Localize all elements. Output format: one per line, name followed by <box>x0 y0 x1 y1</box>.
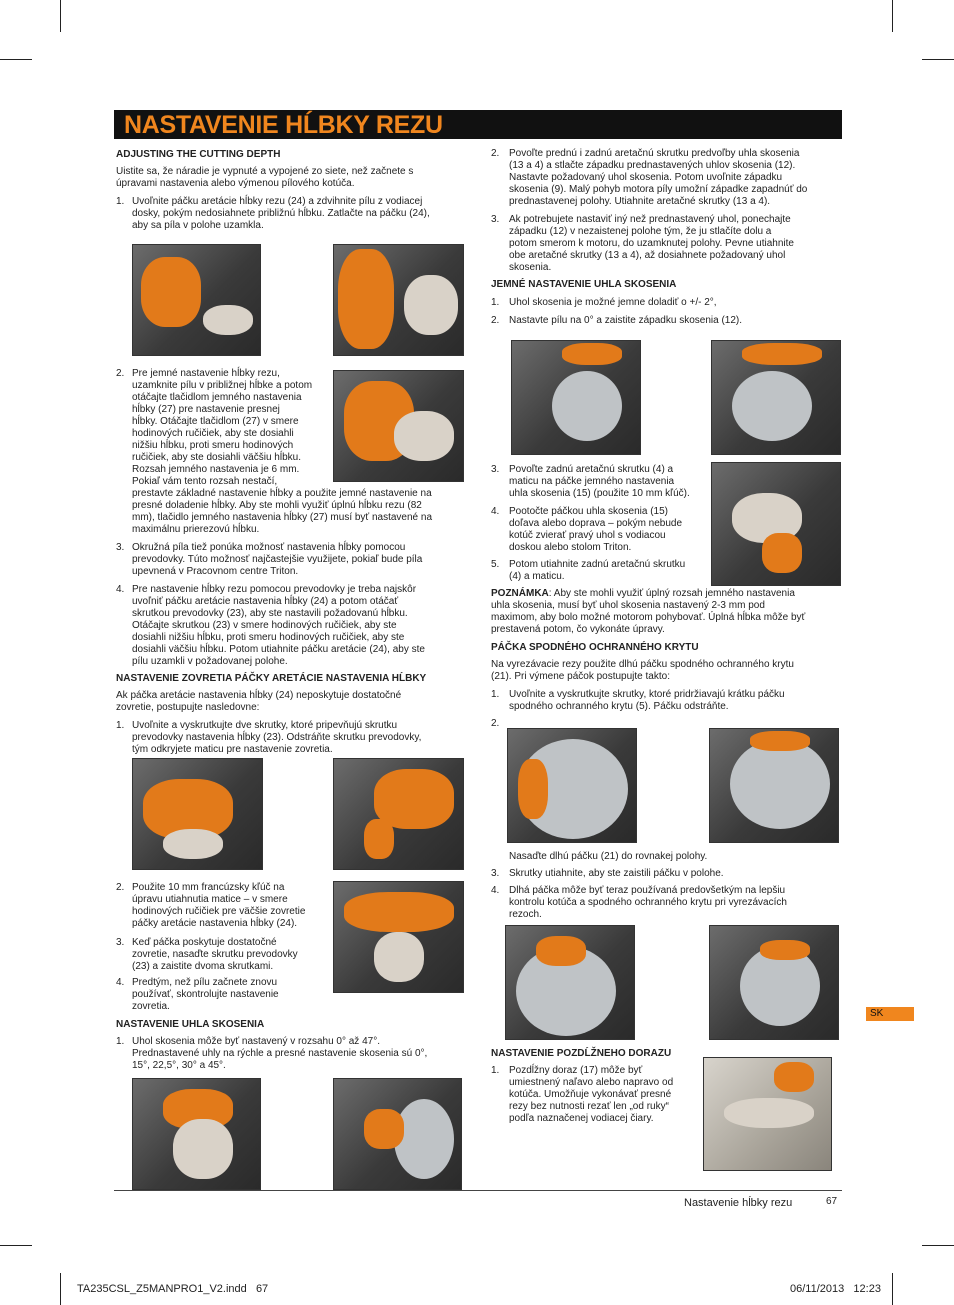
heading-cutting-depth: ADJUSTING THE CUTTING DEPTH <box>116 149 281 160</box>
text-line: mm), tlačidlo jemného nastavenia hĺbky (27) musí byť nastavené na <box>132 512 433 523</box>
step-number: 2. <box>491 718 500 729</box>
step-text <box>509 506 682 554</box>
step-number: 1. <box>116 196 125 207</box>
photo-bevel-knob <box>132 1078 261 1190</box>
heading-guard-lever: PÁČKA SPODNÉHO OCHRANNÉHO KRYTU <box>491 642 699 653</box>
text-line: obe aretačné skrutky (13 a 4), až dosiahnete požadovaný uhol <box>509 250 786 261</box>
text-line: Skrutky utiahnite, aby ste zaistili páčku v polohe. <box>509 868 724 879</box>
text-line: Ak potrebujete nastaviť iný než prednastavený uhol, ponechajte <box>509 214 791 225</box>
step-number: 3. <box>491 464 500 475</box>
step-number: 3. <box>491 868 500 879</box>
intro-line: úpravami nastavenia alebo výmenou pílového kotúča. <box>116 178 355 189</box>
text-line: aby sa píla v polohe uzamkla. <box>132 220 264 231</box>
text-line: pílu uzamkli v požadovanej polohe. <box>132 656 288 667</box>
text-line: hodinových ručičiek, aby ste dosiahli <box>132 428 294 439</box>
photo-gear-screw-removed <box>333 758 464 870</box>
step-number: 2. <box>491 315 500 326</box>
print-slug-date: 06/11/2013 12:23 <box>790 1283 881 1295</box>
footer-section-title: Nastavenie hĺbky rezu <box>684 1197 793 1209</box>
step-text <box>509 868 724 880</box>
text-line: Uhol skosenia môže byť nastavený v rozsahu 0° až 47°. <box>132 1036 380 1047</box>
text-line: dosiahli väčšiu hĺbku. Potom utiahnite páčku aretácie (24), aby ste <box>132 644 425 655</box>
text-line: úpravu utiahnutia matice – v smere <box>132 894 288 905</box>
title-bar <box>114 110 842 139</box>
step-number: 4. <box>491 885 500 896</box>
text-line: uzamknite pílu v približnej hĺbke a potom <box>132 380 313 391</box>
text-line: upevnená v Pracovnom centre Triton. <box>132 566 299 577</box>
text-line: Nastavte pílu na 0° a zaistite západku skosenia (12). <box>509 315 743 326</box>
step-text <box>132 584 425 668</box>
crop-mark <box>0 59 32 60</box>
intro-lever-grip <box>116 690 476 714</box>
text-line: skrutkou prevodovky (23), aby ste nastavili požadovanú hĺbku. <box>132 608 408 619</box>
text-line: Uvoľnite a vyskrutkujte skrutky, ktoré pridržiavajú krátku páčku <box>509 689 785 700</box>
step-text <box>132 977 279 1013</box>
photo-plunge-cut-hand <box>505 925 635 1040</box>
crop-mark <box>922 59 954 60</box>
text-line: maximálnu prierezovú hĺbku. <box>132 524 260 535</box>
photo-fine-depth-knob <box>333 370 464 482</box>
text-line: tým odkryjete maticu pre nastavenie zovretia. <box>132 744 333 755</box>
step-text <box>509 214 794 274</box>
photo-square-check <box>711 462 841 586</box>
text-line: používať, skontrolujte nastavenie <box>132 989 279 1000</box>
step-number: 4. <box>116 977 125 988</box>
photo-lever-closeup <box>333 244 464 356</box>
text-line: Povoľte zadnú aretačnú skrutku (4) a <box>509 464 674 475</box>
text-line: spodného ochranného krytu (5). Páčku odstráňte. <box>509 701 729 712</box>
text-line: hĺbky (27) pre nastavenie presnej <box>132 404 280 415</box>
step-number: 3. <box>116 937 125 948</box>
step-number: 5. <box>491 559 500 570</box>
text-line: nižšiu hĺbku, proti smeru hodinových <box>132 440 294 451</box>
step-text <box>509 1065 673 1125</box>
step-number: 2. <box>116 882 125 893</box>
step-text <box>509 297 717 309</box>
step-text <box>132 1036 427 1072</box>
text-line: prestavená potom, čo vykonáte úpravy. <box>491 624 665 635</box>
step-text <box>132 196 430 232</box>
text-line: doskou alebo stolom Triton. <box>509 542 632 553</box>
text-line: Ak páčka aretácie nastavenia hĺbky (24) neposkytuje dostatočné <box>116 690 402 701</box>
step-text <box>132 720 421 756</box>
crop-mark <box>60 1273 61 1305</box>
page-title: NASTAVENIE HĹBKY REZU <box>124 111 443 139</box>
text-line: prevodovky nastavenia hĺbky (23). Odstráňte skrutku prevodovky, <box>132 732 422 743</box>
text-line: uhla skosenia, musí byť uhol skosenia nastavený 2-3 mm pod <box>491 600 765 611</box>
step-text <box>132 937 298 973</box>
intro-line: Uistite sa, že náradie je vypnuté a vypojené zo siete, než začnete s <box>116 166 414 177</box>
text-line: Otáčajte skrutkou (23) v smere hodinových ručičiek, aby ste <box>132 620 397 631</box>
text-line: prevodovky. Túto možnosť najčastejšie využijete, pokiaľ bude píla <box>132 554 423 565</box>
step-number: 3. <box>116 542 125 553</box>
text-line: Použite 10 mm francúzsky kľúč na <box>132 882 285 893</box>
text-line: hodinových ručičiek pre väčšie zovretie <box>132 906 306 917</box>
step-text <box>132 882 305 930</box>
text-line: prestavte základné nastavenie hĺbky a použite jemné nastavenie na <box>132 488 432 499</box>
text-line: umiestnený naľavo alebo napravo od <box>509 1077 674 1088</box>
page-number: 67 <box>826 1196 838 1207</box>
text-line: Povoľte prednú i zadnú aretačnú skrutku predvoľby uhla skosenia <box>509 148 800 159</box>
text-line: potom smerom k motoru, do uzamknutej polohy. Pevne utiahnite <box>509 238 794 249</box>
text-line: Keď páčka poskytuje dostatočné <box>132 937 277 948</box>
text-line: Pozdĺžny doraz (17) môže byť <box>509 1065 643 1076</box>
text-line: Pootočte páčkou uhla skosenia (15) <box>509 506 668 517</box>
text-line: Pre nastavenie hĺbky rezu pomocou prevodovky je treba najskôr <box>132 584 417 595</box>
text-line: ručičiek, aby ste dosiahli väčšiu hĺbku. <box>132 452 301 463</box>
photo-depth-lever <box>132 244 261 356</box>
photo-bevel-scale <box>333 1078 462 1190</box>
text-line: Prednastavené uhly na rýchle a presné nastavenie skosenia sú 0°, <box>132 1048 428 1059</box>
text-line: dosky, pokým nedosiahnete približnú hĺbku. Zatlačte na páčku (24), <box>132 208 430 219</box>
photo-guard-long-lever <box>709 728 839 843</box>
step-number: 1. <box>491 1065 500 1076</box>
text-line: Dlhá páčka môže byť teraz používaná predovšetkým na lepšiu <box>509 885 786 896</box>
text-line: Uhol skosenia je možné jemne doladiť o +/- 2°, <box>509 297 717 308</box>
text-line: rezy bez nutnosti rezať len „od ruky“ <box>509 1101 669 1112</box>
text-line: rezoch. <box>509 909 542 920</box>
photo-wrench-nut <box>333 881 464 993</box>
text-line: zovretia. <box>132 1001 170 1012</box>
crop-mark <box>922 1245 954 1246</box>
note-block <box>491 588 851 636</box>
text-line: hĺbky. Otáčajte tlačidlom (27) v smere <box>132 416 299 427</box>
text-line: Na vyrezávacie rezy použite dlhú páčku spodného ochranného krytu <box>491 659 794 670</box>
photo-fine-bevel-wrench <box>511 340 641 455</box>
text-line: maticu na páčke jemného nastavenia <box>509 476 675 487</box>
text-line: Potom utiahnite zadnú aretačnú skrutku <box>509 559 686 570</box>
heading-fine-bevel: JEMNÉ NASTAVENIE UHLA SKOSENIA <box>491 279 677 290</box>
print-slug-file: TA235CSL_Z5MANPRO1_V2.indd 67 <box>77 1283 269 1295</box>
text-line: (21). Pri výmene páčok postupujte takto: <box>491 671 670 682</box>
text-line: maximom, aby bolo možné motorom pohybovať. Úplná hĺbka môže byť <box>491 612 806 623</box>
step-number: 3. <box>491 214 500 225</box>
text-line: Pre jemné nastavenie hĺbky rezu, <box>132 368 280 379</box>
photo-gear-screw <box>132 758 263 870</box>
heading-lever-grip: NASTAVENIE ZOVRETIA PÁČKY ARETÁCIE NASTAVENIA HĹBKY <box>116 673 427 684</box>
text-line: (23) a zaistite dvoma skrutkami. <box>132 961 274 972</box>
crop-mark <box>892 0 893 32</box>
photo-fine-bevel-lever <box>711 340 841 455</box>
text-line: kontrolu kotúča a spodného ochranného krytu pri vyrezávacích <box>509 897 787 908</box>
step-text <box>132 542 422 578</box>
step-number: 1. <box>116 1036 125 1047</box>
photo-rip-fence <box>703 1057 832 1171</box>
text-line: Nastavte požadovaný uhol skosenia. Potom uvoľnite západku <box>509 172 783 183</box>
text-line: kotúč zvierať pravý uhol s vodiacou <box>509 530 666 541</box>
crop-mark <box>0 1245 32 1246</box>
crop-mark <box>60 0 61 32</box>
guard-fit-text: Nasaďte dlhú páčku (21) do rovnakej polohy. <box>509 851 708 862</box>
note-label: POZNÁMKA <box>491 588 549 599</box>
text-line: Rozsah jemného nastavenia je 6 mm. <box>132 464 300 475</box>
text-line: presné doladenie hĺbky. Aby ste mohli využiť úplnú hĺbku rezu (82 <box>132 500 422 511</box>
intro-guard-lever <box>491 659 841 683</box>
footer-rule <box>114 1190 842 1191</box>
text-line: Pokiaľ vám tento rozsah nestačí, <box>132 476 278 487</box>
text-line: Predtým, než pílu začnete znovu <box>132 977 278 988</box>
step-number: 4. <box>491 506 500 517</box>
text-line: : Aby ste mohli využiť úplný rozsah jemného nastavenia <box>548 588 795 599</box>
step-number: 2. <box>491 148 500 159</box>
step-text <box>509 885 787 921</box>
photo-guard-screwdriver <box>507 728 637 843</box>
text-line: Uvoľnite páčku aretácie hĺbky rezu (24) a zdvihnite pílu z vodiacej <box>132 196 423 207</box>
text-line: doľava alebo doprava – pokým nebude <box>509 518 683 529</box>
text-line: skosenia (9). Malý pohyb motora píly umožní západke zapadnúť do <box>509 184 808 195</box>
text-line: Uvoľnite a vyskrutkujte dve skrutky, ktoré pripevňujú skrutku <box>132 720 398 731</box>
text-line: Okružná píla tiež ponúka možnosť nastavenia hĺbky pomocou <box>132 542 406 553</box>
text-line: uvoľniť páčku aretácie nastavenia hĺbky (24) a potom otáčať <box>132 596 399 607</box>
text-line: dosiahli nižšiu hĺbku, proti smeru hodinových ručičiek, aby ste <box>132 632 405 643</box>
step-text <box>509 148 807 208</box>
intro-text <box>116 166 476 190</box>
text-line: prednastavenej polohy. Utiahnite aretačné skrutky (13 a 4). <box>509 196 771 207</box>
text-line: kotúča. Umožňuje vykonávať presné <box>509 1089 672 1100</box>
text-line: zovretie, nasaďte skrutku prevodovky <box>132 949 298 960</box>
text-line: (4) a maticu. <box>509 571 565 582</box>
step-number: 1. <box>491 297 500 308</box>
text-line: skosenia. <box>509 262 552 273</box>
crop-mark <box>892 1273 893 1305</box>
language-tab: SK <box>866 1007 914 1021</box>
step-number: 1. <box>491 689 500 700</box>
heading-bevel: NASTAVENIE UHLA SKOSENIA <box>116 1019 265 1030</box>
text-line: páčky aretácie nastavenia hĺbky (24). <box>132 918 298 929</box>
step-text <box>509 315 742 327</box>
heading-rip-fence: NASTAVENIE POZDĹŽNEHO DORAZU <box>491 1048 672 1059</box>
text-line: podľa naznačenej vodiacej čiary. <box>509 1113 654 1124</box>
photo-plunge-cut-blade <box>709 925 839 1040</box>
step-number: 4. <box>116 584 125 595</box>
step-text <box>509 689 785 713</box>
text-line: otáčajte tlačidlom jemného nastavenia <box>132 392 302 403</box>
step-number: 1. <box>116 720 125 731</box>
text-line: (13 a 4) a stlačte západku prednastavených uhlov skosenia (12). <box>509 160 796 171</box>
step-text <box>509 464 690 500</box>
text-line: západku (12) v nezaistenej polohe tým, že ju stlačíte dolu a <box>509 226 772 237</box>
text-line: uhla skosenia (15) (použite 10 mm kľúč). <box>509 488 690 499</box>
text-line: zovretie, postupujte nasledovne: <box>116 702 260 713</box>
text-line: 15°, 22,5°, 30° a 45°. <box>132 1060 226 1071</box>
step-text <box>509 559 685 583</box>
step-number: 2. <box>116 368 125 379</box>
